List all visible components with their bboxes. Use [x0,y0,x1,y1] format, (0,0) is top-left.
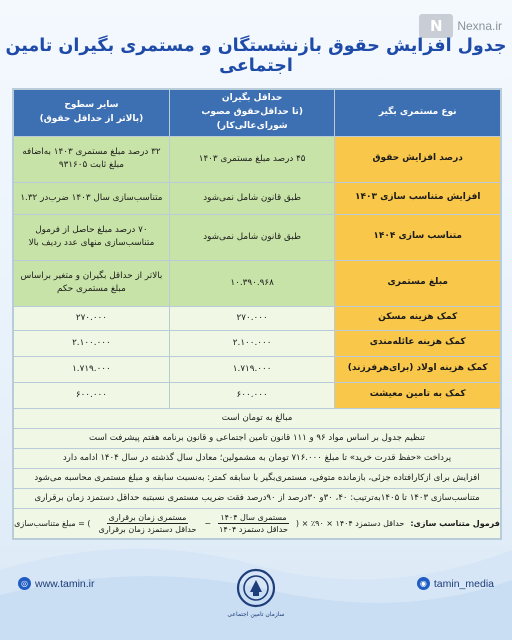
row-cell-other: بالاتر از حداقل بگیران و متغیر براساس مبلغ مستمری حکم [14,260,170,306]
row-cell-other: ۶۰۰.۰۰۰ [14,382,170,408]
formula-close: ) = مبلغ متناسب‌سازی [14,518,91,528]
row-cell-other: ۲.۱۰۰.۰۰۰ [14,330,170,356]
row-cell-minimum: طبق قانون شامل نمی‌شود [169,214,335,260]
row-label: افزایش متناسب سازی ۱۴۰۳ [335,182,501,214]
nexna-icon: N [419,14,453,38]
adjustment-formula [14,508,501,538]
row-cell-other: ۷۰ درصد مبلغ حاصل از فرمول متناسب‌سازی منهای عدد ردیف بالا [14,214,170,260]
row-cell-minimum: ۲.۱۰۰.۰۰۰ [169,330,335,356]
website-link[interactable]: ◎ www.tamin.ir [18,577,95,590]
row-label: کمک هزینه مسکن [335,306,501,330]
row-label: درصد افزایش حقوق [335,136,501,182]
formula-label: فرمول متناسب سازی: [410,518,500,528]
row-label: کمک هزینه عائله‌مندی [335,330,501,356]
row-cell-other: ۱.۷۱۹.۰۰۰ [14,356,170,382]
emblem-caption: سازمان تامین اجتماعی [227,611,285,618]
formula-minus: − [204,518,212,528]
header-other-levels: سایر سطوح (بالاتر از حداقل حقوق) [14,90,170,137]
formula-term1: حداقل دستمزد ۱۴۰۴ × ۹۰٪ × ( [295,518,405,528]
page-title: جدول افزایش حقوق بازنشستگان و مستمری بگیران تامین اجتماعی [5,36,507,76]
note-purchasing-power: پرداخت «حفظ قدرت خرید» تا مبلغ ۷۱۶.۰۰۰ تومان به مشمولین؛ معادل سال گذشته در سال ۱۴۰۴ ادامه دارد [14,448,501,468]
row-label: متناسب سازی ۱۴۰۴ [335,214,501,260]
tamin-emblem-logo [234,566,278,610]
row-cell-minimum: ۱۰.۳۹۰.۹۶۸ [169,260,335,306]
row-label: کمک هزینه اولاد (برای‌هرفرزند) [335,356,501,382]
row-cell-minimum: ۱.۷۱۹.۰۰۰ [169,356,335,382]
nexna-logo [419,14,502,38]
row-cell-other: متناسب‌سازی سال ۱۴۰۳ ضرب‌در ۱.۳۲ [14,182,170,214]
globe-icon: ◎ [18,577,31,590]
row-cell-other: ۲۷۰.۰۰۰ [14,306,170,330]
instagram-icon: ◉ [417,577,430,590]
note-currency: مبالغ به تومان است [14,408,501,428]
note-legal-basis: تنظیم جدول بر اساس مواد ۹۶ و ۱۱۱ قانون تامین اجتماعی و قانون برنامه هفتم پیشرفت است [14,428,501,448]
header-minimum-earners: حداقل بگیران (تا حداقل‌حقوق مصوب شورای‌عالی‌کار) [169,90,335,137]
note-partial-disability: افزایش برای ازکارافتاده جزئی، بازمانده متوفی، مستمری‌بگیر با سابقه کمتر: بەنسبت سابقه و مبلغ مستمری محاسبه می‌شود [14,468,501,488]
benefits-table [12,88,502,540]
row-label: کمک به تامین معیشت [335,382,501,408]
header-pensioner-type: نوع مستمری بگیر [335,90,501,137]
social-link[interactable]: ◉ tamin_media [417,577,494,590]
row-cell-minimum: ۴۵ درصد مبلغ مستمری ۱۴۰۳ [169,136,335,182]
row-label: مبلغ مستمری [335,260,501,306]
row-cell-minimum: ۶۰۰.۰۰۰ [169,382,335,408]
formula-fraction-1: $\frac{\text{مستمری سال ۱۴۰۴}}{\text{حداقل دستمزد ۱۴۰۴}}$ [219,512,288,534]
formula-fraction-2: $\frac{\text{مستمری زمان برقراری}}{\text{حداقل دستمزد زمان برقراری}}$ [98,512,197,534]
row-cell-other: ۳۲ درصد مبلغ مستمری ۱۴۰۳ بەاضافه مبلغ ثابت ۹۳۱۶۰۵ [14,136,170,182]
row-cell-minimum: طبق قانون شامل نمی‌شود [169,182,335,214]
nexna-logo-text: Nexna.ir [457,19,502,33]
note-adjustment-schedule: متناسب‌سازی ۱۴۰۳ تا ۱۴۰۵به‌ترتیب: ۴۰، ۳۰و ۳۰درصد از ۹۰درصد فقت ضریب مستمری نسبتبه حداقل دستمزد زمان برقراری [14,488,501,508]
row-cell-minimum: ۲۷۰.۰۰۰ [169,306,335,330]
